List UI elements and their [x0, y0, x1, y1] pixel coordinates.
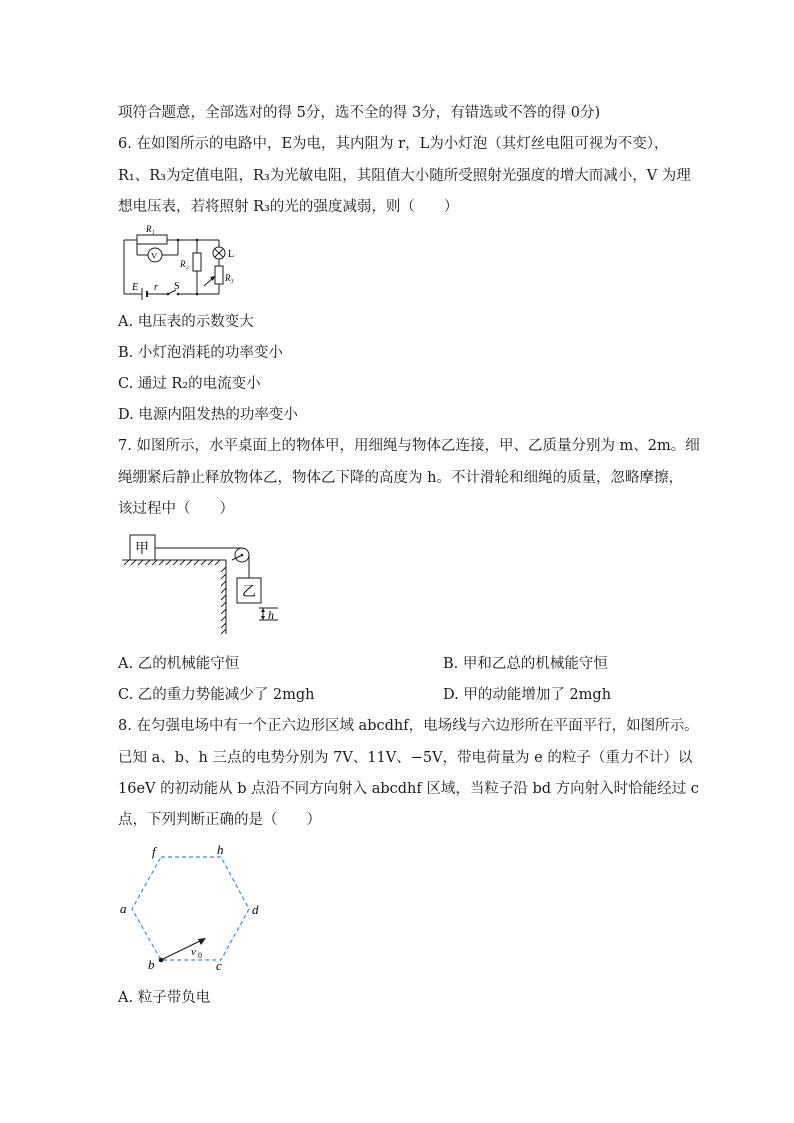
vertex-h-label: h: [217, 842, 224, 857]
vertex-f-label: f: [152, 844, 156, 859]
vertex-d-label: d: [252, 902, 259, 917]
internal-resistance-label: r: [154, 282, 158, 293]
r2-label: R₂: [180, 259, 189, 269]
q6-text-line2: R₁、R₃为定值电阻，R₃为光敏电阻，其阻值大小随所受照射光强度的增大而减小，V 为理: [118, 168, 691, 184]
q8-text-line2: 已知 a、b、h 三点的电势分别为 7V、11V、−5V，带电荷量为 e 的粒子（重力不计）以: [118, 750, 693, 766]
q8-option-a: A. 粒子带负电: [118, 990, 211, 1006]
q7-text-line1: 7. 如图所示，水平桌面上的物体甲，用细绳与物体乙连接，甲、乙质量分别为 m、2m。细: [118, 438, 700, 454]
q8-text-line3: 16eV 的初动能从 b 点沿不同方向射入 abcdhf 区域，当粒子沿 bd 方向射入时恰能经过 c: [118, 781, 699, 797]
q6-circuit-diagram: [118, 222, 248, 300]
hexagon-region: [132, 857, 249, 960]
q8-text-line4: 点，下列判断正确的是（ ）: [118, 812, 321, 828]
voltmeter-label: V: [151, 250, 158, 261]
switch-label: S: [174, 281, 180, 292]
q6-text-line1: 6. 在如图所示的电路中，E为电，其内阻为 r，L为小灯泡（其灯丝电阻可视为不变），: [118, 136, 669, 152]
r3-label: R₃: [225, 273, 234, 283]
q6-option-b: B. 小灯泡消耗的功率变小: [118, 345, 283, 361]
q7-text-line2: 绳绷紧后静止释放物体乙，物体乙下降的高度为 h。不计滑轮和细绳的质量，忽略摩擦，: [118, 470, 683, 486]
r1-label: R₁: [146, 224, 155, 234]
q8-text-line1: 8. 在匀强电场中有一个正六边形区域 abcdhf，电场线与六边形所在平面平行，如图所示。: [118, 718, 699, 734]
vertex-b-label: b: [148, 957, 155, 972]
block-jia-label: 甲: [135, 542, 149, 557]
q7-text-line3: 该过程中（ ）: [118, 501, 234, 517]
velocity-label: v: [191, 946, 196, 958]
q6-option-a: A. 电压表的示数变大: [118, 314, 254, 330]
height-label: h: [268, 608, 274, 622]
q7-pulley-diagram: [118, 528, 290, 640]
r2-resistor: [193, 253, 201, 271]
q6-text-line3: 想电压表，若将照射 R₃的光的强度减弱，则（ ）: [118, 199, 459, 215]
vertex-c-label: c: [216, 958, 222, 973]
q8-hexagon-diagram: [116, 840, 268, 975]
intro-line: 项符合题意，全部选对的得 5分，选不全的得 3分，有错选或不答的得 0分): [118, 105, 601, 121]
q7-option-a: A. 乙的机械能守恒: [118, 656, 240, 672]
q6-option-c: C. 通过 R₂的电流变小: [118, 376, 261, 392]
velocity-subscript: 0: [198, 951, 202, 960]
q7-option-b: B. 甲和乙总的机械能守恒: [443, 656, 608, 672]
block-yi-label: 乙: [242, 585, 256, 600]
r1-resistor: [137, 235, 167, 244]
emf-label: E: [132, 282, 139, 293]
lamp-label: L: [228, 249, 235, 260]
q7-option-d: D. 甲的动能增加了 2mgh: [443, 687, 612, 703]
q6-option-d: D. 电源内阻发热的功率变小: [118, 407, 298, 423]
q7-option-c: C. 乙的重力势能减少了 2mgh: [118, 687, 315, 703]
r3-resistor: [215, 266, 223, 284]
vertex-a-label: a: [120, 901, 127, 916]
